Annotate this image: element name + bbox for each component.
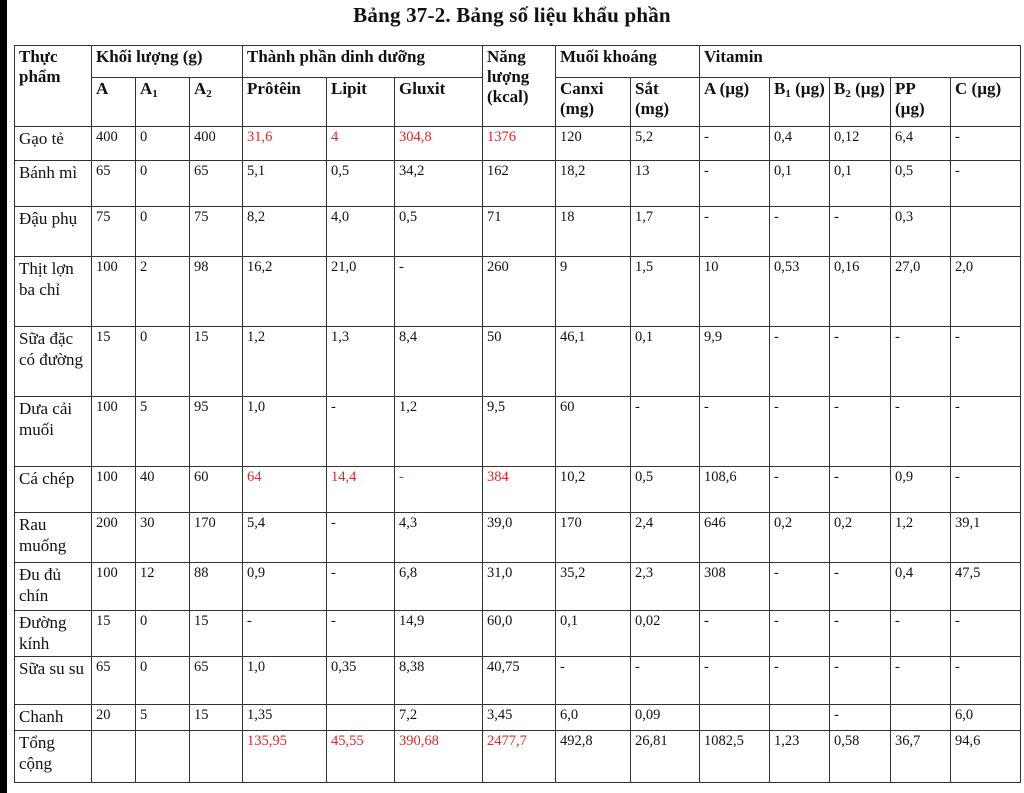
- cell-b2: 0,16: [830, 257, 891, 327]
- header-vitamin: Vitamin: [700, 46, 1021, 78]
- cell-c: -: [951, 657, 1021, 705]
- cell-gluxit: 34,2: [395, 161, 483, 207]
- cell-a2: 170: [190, 513, 243, 563]
- cell-a1: 12: [136, 563, 190, 611]
- cell-c: 39,1: [951, 513, 1021, 563]
- cell-sat: -: [631, 657, 700, 705]
- cell-lipit: 14,4: [327, 467, 395, 513]
- cell-b2: -: [830, 397, 891, 467]
- header-vitB1: $B_1$ (µg): [770, 78, 830, 127]
- cell-b1: -: [770, 327, 830, 397]
- cell-pp: 6,4: [891, 127, 951, 161]
- cell-gluxit: 1,2: [395, 397, 483, 467]
- cell-vA: 646: [700, 513, 770, 563]
- cell-canxi: 0,1: [556, 611, 631, 657]
- cell-protein: 1,2: [243, 327, 327, 397]
- cell-a2: 400: [190, 127, 243, 161]
- cell-pp: -: [891, 327, 951, 397]
- cell-lipit: -: [327, 397, 395, 467]
- cell-sat: 13: [631, 161, 700, 207]
- cell-gluxit: 8,4: [395, 327, 483, 397]
- cell-a1: 0: [136, 657, 190, 705]
- cell-b2: -: [830, 611, 891, 657]
- cell-a2: 60: [190, 467, 243, 513]
- cell-energy: 40,75: [483, 657, 556, 705]
- cell-lipit: 4,0: [327, 207, 395, 257]
- cell-a1: 0: [136, 161, 190, 207]
- cell-b1: -: [770, 207, 830, 257]
- cell-b1: -: [770, 397, 830, 467]
- cell-pp: 1,2: [891, 513, 951, 563]
- table-row: [15, 161, 1021, 207]
- cell-energy: 2477,7: [483, 731, 556, 783]
- cell-a: 100: [92, 257, 136, 327]
- cell-sat: 2,4: [631, 513, 700, 563]
- header-vitPP: PP (µg): [891, 78, 951, 127]
- cell-lipit: [327, 705, 395, 731]
- cell-canxi: 35,2: [556, 563, 631, 611]
- cell-lipit: 4: [327, 127, 395, 161]
- cell-lipit: 0,5: [327, 161, 395, 207]
- cell-sat: -: [631, 397, 700, 467]
- cell-b1: -: [770, 611, 830, 657]
- cell-a1: 30: [136, 513, 190, 563]
- header-energy: Năng lượng (kcal): [483, 46, 556, 127]
- cell-gluxit: 0,5: [395, 207, 483, 257]
- cell-b2: 0,1: [830, 161, 891, 207]
- cell-pp: -: [891, 611, 951, 657]
- cell-gluxit: -: [395, 467, 483, 513]
- cell-vA: 1082,5: [700, 731, 770, 783]
- cell-canxi: 10,2: [556, 467, 631, 513]
- cell-a1: 5: [136, 397, 190, 467]
- table-row: [15, 207, 1021, 257]
- cell-b2: -: [830, 705, 891, 731]
- cell-sat: 5,2: [631, 127, 700, 161]
- cell-a2: 15: [190, 705, 243, 731]
- cell-protein: 1,35: [243, 705, 327, 731]
- cell-a1: 2: [136, 257, 190, 327]
- cell-b2: 0,2: [830, 513, 891, 563]
- cell-a: [92, 731, 136, 783]
- cell-a: 100: [92, 467, 136, 513]
- cell-pp: -: [891, 657, 951, 705]
- cell-lipit: -: [327, 513, 395, 563]
- food-name-cell: Sữa su su: [15, 657, 92, 705]
- cell-protein: -: [243, 611, 327, 657]
- cell-energy: 39,0: [483, 513, 556, 563]
- cell-b2: -: [830, 207, 891, 257]
- cell-a1: 40: [136, 467, 190, 513]
- cell-a: 65: [92, 657, 136, 705]
- cell-protein: 5,1: [243, 161, 327, 207]
- cell-b2: -: [830, 563, 891, 611]
- cell-canxi: -: [556, 657, 631, 705]
- cell-vA: -: [700, 161, 770, 207]
- cell-sat: 0,09: [631, 705, 700, 731]
- header-mass: Khối lượng (g): [92, 46, 243, 78]
- cell-c: 94,6: [951, 731, 1021, 783]
- cell-b2: 0,12: [830, 127, 891, 161]
- cell-sat: 0,5: [631, 467, 700, 513]
- cell-protein: 16,2: [243, 257, 327, 327]
- cell-canxi: 9: [556, 257, 631, 327]
- table-row: [15, 563, 1021, 611]
- cell-gluxit: 390,68: [395, 731, 483, 783]
- cell-a2: 65: [190, 161, 243, 207]
- cell-a: 75: [92, 207, 136, 257]
- cell-lipit: -: [327, 611, 395, 657]
- cell-b1: 0,2: [770, 513, 830, 563]
- cell-b2: 0,58: [830, 731, 891, 783]
- cell-energy: 60,0: [483, 611, 556, 657]
- cell-c: -: [951, 611, 1021, 657]
- cell-energy: 9,5: [483, 397, 556, 467]
- cell-pp: 36,7: [891, 731, 951, 783]
- cell-b1: 0,1: [770, 161, 830, 207]
- cell-b2: -: [830, 327, 891, 397]
- food-name-cell: Đu đủ chín: [15, 563, 92, 611]
- cell-lipit: 21,0: [327, 257, 395, 327]
- cell-canxi: 60: [556, 397, 631, 467]
- table-body: [15, 127, 1021, 783]
- header-lipit: Lipit: [327, 78, 395, 127]
- cell-c: [951, 207, 1021, 257]
- cell-energy: 260: [483, 257, 556, 327]
- header-canxi: Canxi (mg): [556, 78, 631, 127]
- cell-canxi: 18: [556, 207, 631, 257]
- left-edge-bar: [0, 0, 7, 793]
- header-vitA: A (µg): [700, 78, 770, 127]
- header-A: A: [92, 78, 136, 127]
- cell-pp: -: [891, 397, 951, 467]
- cell-lipit: 0,35: [327, 657, 395, 705]
- food-name-cell: Bánh mì: [15, 161, 92, 207]
- cell-a: 400: [92, 127, 136, 161]
- cell-a2: [190, 731, 243, 783]
- cell-vA: 10: [700, 257, 770, 327]
- cell-a2: 95: [190, 397, 243, 467]
- header-vitC: C (µg): [951, 78, 1021, 127]
- cell-vA: 9,9: [700, 327, 770, 397]
- cell-a1: 0: [136, 611, 190, 657]
- cell-b1: 0,53: [770, 257, 830, 327]
- cell-energy: 31,0: [483, 563, 556, 611]
- cell-protein: 1,0: [243, 397, 327, 467]
- cell-canxi: 6,0: [556, 705, 631, 731]
- table-row: [15, 731, 1021, 783]
- cell-a: 200: [92, 513, 136, 563]
- table-row: [15, 705, 1021, 731]
- cell-c: -: [951, 467, 1021, 513]
- table-row: [15, 127, 1021, 161]
- cell-protein: 0,9: [243, 563, 327, 611]
- cell-energy: 1376: [483, 127, 556, 161]
- cell-a: 15: [92, 327, 136, 397]
- cell-canxi: 492,8: [556, 731, 631, 783]
- cell-b1: 0,4: [770, 127, 830, 161]
- cell-b1: -: [770, 563, 830, 611]
- table-row: [15, 397, 1021, 467]
- cell-b1: [770, 705, 830, 731]
- cell-gluxit: 6,8: [395, 563, 483, 611]
- cell-gluxit: -: [395, 257, 483, 327]
- cell-a2: 15: [190, 611, 243, 657]
- table-title: Bảng 37-2. Bảng số liệu khẩu phần: [353, 3, 671, 27]
- cell-c: 2,0: [951, 257, 1021, 327]
- cell-protein: 8,2: [243, 207, 327, 257]
- cell-b1: -: [770, 467, 830, 513]
- cell-pp: 27,0: [891, 257, 951, 327]
- cell-lipit: 45,55: [327, 731, 395, 783]
- food-name-cell: Tổng cộng: [15, 731, 92, 783]
- cell-sat: 1,5: [631, 257, 700, 327]
- table-row: [15, 327, 1021, 397]
- cell-c: -: [951, 127, 1021, 161]
- cell-a: 100: [92, 397, 136, 467]
- header-row-1: [15, 46, 1021, 78]
- cell-c: 6,0: [951, 705, 1021, 731]
- cell-canxi: 18,2: [556, 161, 631, 207]
- header-sat: Sắt (mg): [631, 78, 700, 127]
- cell-c: 47,5: [951, 563, 1021, 611]
- cell-pp: 0,5: [891, 161, 951, 207]
- table-row: [15, 513, 1021, 563]
- cell-pp: 0,3: [891, 207, 951, 257]
- cell-energy: 162: [483, 161, 556, 207]
- cell-sat: 2,3: [631, 563, 700, 611]
- cell-canxi: 46,1: [556, 327, 631, 397]
- cell-c: -: [951, 327, 1021, 397]
- cell-a2: 75: [190, 207, 243, 257]
- table-row: [15, 611, 1021, 657]
- cell-lipit: 1,3: [327, 327, 395, 397]
- cell-protein: 64: [243, 467, 327, 513]
- cell-vA: -: [700, 611, 770, 657]
- cell-canxi: 170: [556, 513, 631, 563]
- food-name-cell: Dưa cải muối: [15, 397, 92, 467]
- cell-a: 100: [92, 563, 136, 611]
- food-name-cell: Sữa đặc có đường: [15, 327, 92, 397]
- cell-protein: 1,0: [243, 657, 327, 705]
- food-name-cell: Rau muống: [15, 513, 92, 563]
- cell-sat: 0,1: [631, 327, 700, 397]
- header-A2: $A_2$: [190, 78, 243, 127]
- cell-energy: 3,45: [483, 705, 556, 731]
- table-row: [15, 467, 1021, 513]
- cell-vA: 108,6: [700, 467, 770, 513]
- header-nutrients: Thành phần dinh dưỡng: [243, 46, 483, 78]
- food-name-cell: Đậu phụ: [15, 207, 92, 257]
- table-row: [15, 657, 1021, 705]
- cell-a1: 0: [136, 207, 190, 257]
- cell-sat: 1,7: [631, 207, 700, 257]
- cell-gluxit: 14,9: [395, 611, 483, 657]
- cell-a: 15: [92, 611, 136, 657]
- cell-canxi: 120: [556, 127, 631, 161]
- table-row: [15, 257, 1021, 327]
- cell-sat: 0,02: [631, 611, 700, 657]
- cell-gluxit: 4,3: [395, 513, 483, 563]
- cell-vA: -: [700, 397, 770, 467]
- food-name-cell: Chanh: [15, 705, 92, 731]
- food-name-cell: Thịt lợn ba chỉ: [15, 257, 92, 327]
- cell-pp: [891, 705, 951, 731]
- cell-energy: 71: [483, 207, 556, 257]
- cell-protein: 135,95: [243, 731, 327, 783]
- cell-energy: 384: [483, 467, 556, 513]
- header-gluxit: Gluxit: [395, 78, 483, 127]
- cell-b2: -: [830, 467, 891, 513]
- cell-vA: -: [700, 207, 770, 257]
- cell-vA: -: [700, 127, 770, 161]
- header-minerals: Muối khoáng: [556, 46, 700, 78]
- cell-c: -: [951, 161, 1021, 207]
- cell-energy: 50: [483, 327, 556, 397]
- header-vitB2: $B_2$ (µg): [830, 78, 891, 127]
- cell-c: -: [951, 397, 1021, 467]
- food-name-cell: Gạo tẻ: [15, 127, 92, 161]
- cell-a2: 98: [190, 257, 243, 327]
- food-name-cell: Cá chép: [15, 467, 92, 513]
- cell-pp: 0,4: [891, 563, 951, 611]
- cell-b1: 1,23: [770, 731, 830, 783]
- food-name-cell: Đường kính: [15, 611, 92, 657]
- cell-a: 20: [92, 705, 136, 731]
- cell-lipit: -: [327, 563, 395, 611]
- cell-a: 65: [92, 161, 136, 207]
- cell-vA: 308: [700, 563, 770, 611]
- header-food: Thực phẩm: [15, 46, 92, 127]
- cell-b2: -: [830, 657, 891, 705]
- cell-gluxit: 304,8: [395, 127, 483, 161]
- cell-a1: 5: [136, 705, 190, 731]
- cell-a1: [136, 731, 190, 783]
- cell-gluxit: 8,38: [395, 657, 483, 705]
- cell-a1: 0: [136, 127, 190, 161]
- cell-pp: 0,9: [891, 467, 951, 513]
- cell-a2: 65: [190, 657, 243, 705]
- cell-a1: 0: [136, 327, 190, 397]
- cell-gluxit: 7,2: [395, 705, 483, 731]
- cell-a2: 15: [190, 327, 243, 397]
- cell-vA: [700, 705, 770, 731]
- cell-protein: 31,6: [243, 127, 327, 161]
- header-A1: $A_1$: [136, 78, 190, 127]
- cell-protein: 5,4: [243, 513, 327, 563]
- cell-vA: -: [700, 657, 770, 705]
- cell-a2: 88: [190, 563, 243, 611]
- header-protein: Prôtêin: [243, 78, 327, 127]
- nutrition-table: [14, 45, 1021, 783]
- cell-b1: -: [770, 657, 830, 705]
- cell-sat: 26,81: [631, 731, 700, 783]
